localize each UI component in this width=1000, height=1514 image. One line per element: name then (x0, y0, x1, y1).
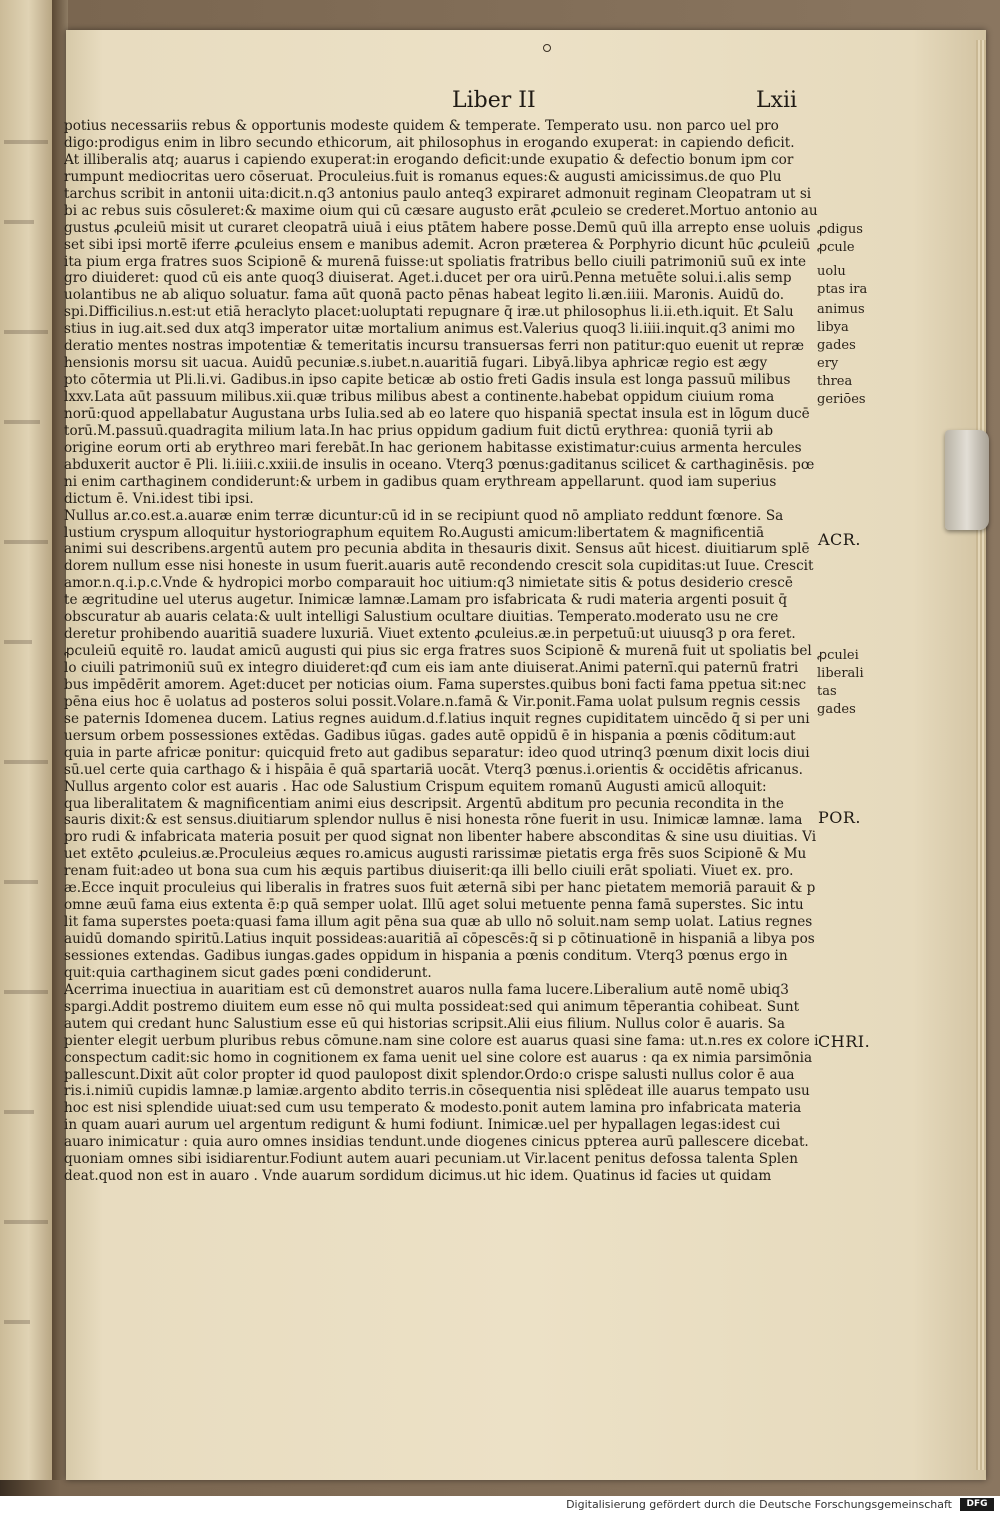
text-line: pro rudi & infabricata materia posuit per quod signat non libenter habere absconditas & sine usu diuitias. Vi (64, 829, 817, 846)
text-line: deratio mentes nostras impotentiæ & temeritatis incursu transuersas ferri non patitur:quo euenit ut repræ (64, 338, 805, 355)
text-line: æ.Ecce inquit proculeius qui liberalis in fratres suos fuit æternā sibi per hanc pietatem memoriā parauit & p (64, 880, 816, 897)
section-mark-chri: CHRI. (818, 1032, 871, 1051)
text-line: qua liberalitatem & magnificentiam animi eius descripsit. Argentū abditum pro pecunia recondita in the (64, 795, 784, 812)
text-line: bus impēdērit amorem. Aget:ducet per noticias oium. Fama superstes.quibus boni facti fama ppetua sit:nec (64, 676, 807, 693)
text-line: gustus ꝓculeiū misit ut curaret cleopatrā uiuā i eius ptātem habere posse.Demū quū illa arrepto ense uoluis (64, 219, 811, 236)
text-line: torū.M.passuū.quadragita milium lata.In hac prius oppidum gadium fuit dictū erythrea: quoniā tyrii ab (64, 422, 774, 439)
margin-note: gades (817, 338, 856, 353)
text-line: te ægritudine uel uterus augetur. Inimicæ lamnæ.Lamam pro isfabricata & rudi materia argenti posuit q̄ (64, 592, 788, 609)
text-line: hensionis morsu sit uacua. Auidū pecuniæ.s.iubet.n.auaritiā fugari. Libyā.libya aphricæ regio est ægy (64, 355, 768, 372)
text-line: sū.uel certe quia carthago & i hispāia ē quā spartariā uocāt. Vterq3 pœnus.i.orientis & occidētis africanus. (64, 761, 803, 778)
text-line: renam fuit:adeo ut bona sua cum his æquis partibus diuiserit:qa illi bello ciuili erāt spoliati. Viuet ex. pro. (64, 863, 794, 880)
text-line: deretur prohibendo auaritiā suadere luxuriā. Viuet extento ꝓculeius.æ.in perpetuū:ut uiuusq3 p ora feret. (64, 626, 796, 643)
margin-note: threa (817, 374, 853, 389)
margin-note: ery (817, 356, 839, 371)
margin-note: liberali (817, 666, 864, 681)
text-line: conspectum cadit:sic homo in cognitionem ex fama uenit uel sine colore est auarus : qa ex nimia parsimōnia (64, 1049, 813, 1066)
text-line: se paternis Idomenea ducem. Latius regnes auidum.d.f.latius inquit regnes cupiditatem uincēdo q̄ si per uni (64, 710, 810, 727)
text-line: Nullus argento color est auaris . Hac ode Salustium Crispum equitem romanū Augusti amicū alloquit: (64, 778, 767, 795)
text-line: stius in iug.ait.sed dux atq3 imperator uitæ mortalium animus est.Valerius quoq3 li.iiii.inquit.q3 animi mo (64, 321, 796, 338)
text-line: ni enim carthaginem condiderunt:& urbem in gadibus quam erythream appellarunt. quod iam superius (64, 473, 777, 490)
text-line: omne æuū fama eius extenta ē:p quā semper uolat. Illū aget solui metuente penna famā superstes. Sic intu (64, 897, 804, 914)
text-line: obscuratur ab auaris celata:& uult intelligi Salustium ocultare diuitias. Temperato.moderato usu ne cre (64, 609, 779, 626)
text-line: in quam auari aurum uel argentum redigunt & humi fodiunt. Inimicæ.uel per hypallagen legas:idest cui (64, 1117, 781, 1134)
text-line: bi ac rebus suis cōsuleret:& maxime oium qui cū cæsare augusto erāt ꝓculeio se crederet.Mortuo antonio au (64, 202, 818, 219)
text-line: digo:prodigus enim in libro secundo ethicorum, ait philosophus in erogando exuperat: in capiendo deficit. (64, 134, 795, 151)
text-line: abduxerit auctor ē Pli. li.iiii.c.xxiii.de insulis in oceano. Vterq3 pœnus:gaditanus scilicet & carthaginēsis. pœ (64, 456, 815, 473)
section-mark-por: POR. (818, 808, 862, 827)
text-line: hoc est nisi splendide uiuat:sed cum usu temperato & modesto.ponit autem lamina pro infabricata materia (64, 1100, 802, 1117)
text-line: quit:quia carthaginem sicut gades pœni condiderunt. (64, 964, 432, 981)
margin-note: uolu (817, 264, 846, 279)
commentary-text (64, 118, 818, 1185)
margin-note: gades (817, 702, 856, 717)
text-line: origine eorum orti ab erythreo mari ferebāt.In hac gerionem habitasse existimatur:cuius armenta hercules (64, 439, 802, 456)
previous-page-edge (0, 0, 52, 1480)
text-line: sauris dixit:& est sensus.diuitiarum splendor nullus ē nisi honesta rōne fuerit in usu. Inimicæ lamnæ. lama (64, 812, 803, 829)
margin-note: libya (817, 320, 849, 335)
text-line: pto cōtermia ut Pli.li.vi. Gadibus.in ipso capite beticæ ab ostio freti Gadis insula est longa passuū milibus (64, 372, 791, 389)
margin-note: ꝓdigus (817, 222, 863, 237)
text-line: dorem nullum esse nisi honeste in usum fuerit.auaris autē recondendo crescit sola cupiditas:ut Iuue. Crescit (64, 558, 814, 575)
text-line: set sibi ipsi mortē iferre ꝓculeius ensem e manibus ademit. Acron præterea & Porphyrio dicunt hūc ꝓculeiū (64, 236, 811, 253)
text-line: Nullus ar.co.est.a.auaræ enim terræ dicuntur:cū id in se recipiunt quod nō ampliato reddunt fœnore. Sa (64, 507, 784, 524)
text-line: quia in parte africæ ponitur: quicquid freto aut gadibus separatur: ideo quod utrinq3 pœnum dixit locis diui (64, 744, 810, 761)
page-clip (945, 430, 989, 530)
margin-note: ꝓculei (817, 648, 859, 663)
text-line: sessiones extendas. Gadibus iungas.gades oppidum in hispania a pœnis conditum. Vterq3 pœnus ergo in (64, 947, 788, 964)
dfg-logo: DFG (960, 1498, 994, 1511)
text-line: At illiberalis atq; auarus i capiendo exuperat:in erogando deficit:unde exupatio & defectio bonum ipm cor (64, 151, 794, 168)
text-line: gro diuideret: quod cū eis ante quoq3 diuiserat. Aget.i.ducet per ora uirū.Penna metuēte solui.i.alis semp (64, 270, 792, 287)
page-fore-edge (976, 40, 986, 1470)
text-line: animi sui describens.argentū autem pro pecunia abdita in thesauris dixit. Sensus aūt hicest. diuitiarum splē (64, 541, 810, 558)
text-line: spargi.Addit postremo diuitem eum esse nō qui multa possideat:sed qui animum tēperantia cohibeat. Sunt (64, 998, 800, 1015)
text-line: norū:quod appellabatur Augustana urbs Iulia.sed ab eo latere quo hispaniā spectat insula est in lōgum ducē (64, 405, 810, 422)
text-line: uet extēto ꝓculeius.æ.Proculeius æques ro.amicus augusti rarissimæ pietatis erga frēs suos Scipionē & Mu (64, 846, 807, 863)
text-line: pēna eius hoc ē uolatus ad posteros solui possit.Volare.n.famā & Vir.ponit.Fama uolat pulsum regnis cessis (64, 693, 801, 710)
text-line: dictum ē. Vni.idest tibi ipsi. (64, 490, 254, 507)
page-dot-mark (543, 44, 551, 52)
text-line: pienter elegit uerbum pluribus rebus cōmune.nam sine colore est auarus quasi sine fama: ut.n.res ex colore i (64, 1032, 818, 1049)
margin-note: ptas ira (817, 282, 868, 297)
text-line: lit fama superstes poeta:quasi fama illum agit pēna sua quæ ab ullo nō soluit.nam semp uolat. Latius regnes (64, 914, 813, 931)
text-line: pallescunt.Dixit aūt color propter id quod paulopost dixit splendor.Ordo:o crispe salusti nullus color ē aua (64, 1066, 795, 1083)
folio-number: Lxii (756, 88, 798, 113)
margin-note: geriōes (817, 392, 866, 407)
running-title: Liber II (452, 88, 536, 113)
text-line: uersum orbem possessiones extēdas. Gadibus iūgas. gades autē oppidū ē in hispania a pœnis cōditum:aut (64, 727, 796, 744)
text-line: deat.quod non est in auaro . Vnde auarum sordidum dicimus.ut hic idem. Quatinus id facies ut quidam (64, 1168, 772, 1185)
text-line: autem qui credant hunc Salustium esse eū qui historias scripsit.Alii eius filium. Nullus color ē auaris. Sa (64, 1015, 785, 1032)
text-line: lxxv.Lata aūt passuum milibus.xii.quæ tribus milibus abest a continente.habebat oppidum ciuium roma (64, 389, 775, 405)
text-line: tarchus scribit in antonii uita:dicit.n.q3 antonius paulo anteq3 expiraret admonuit reginam Cleopatram ut si (64, 185, 812, 202)
text-line: amor.n.q.i.p.c.Vnde & hydropici morbo comparauit hoc uitium:q3 nimietate sitis & potus desiderio crescē (64, 575, 793, 592)
margin-note: ꝓcule (817, 240, 855, 255)
margin-note: tas (817, 684, 837, 699)
text-line: quoniam omnes sibi isidiarentur.Fodiunt autem auari pecuniam.ut Vir.lacent penitus defossa talenta Splen (64, 1151, 798, 1168)
text-line: uolantibus ne ab aliquo soluatur. fama aūt quonā pacto pēnas habeat legito li.æn.iiii. Maronis. Auidū do. (64, 287, 785, 304)
running-header (0, 88, 1000, 116)
text-line: lustium cryspum alloquitur hystoriographum equitem Ro.Augusti amicum:libertatem & magnificentiā (64, 524, 765, 541)
text-line: auidū domando spiritū.Latius inquit possideas:auaritiā aī cōpescēs:q̄ si p cōtinuationē in hispaniā a libya pos (64, 931, 815, 947)
text-line: spi.Difficilius.n.est:ut etiā heraclyto placet:uoluptati repugnare q̄ iræ.ut philosophus li.ii.eth.iquit. Et Salu (64, 304, 794, 321)
text-line: ris.i.nimiū cupidis lamnæ.p lamiæ.argento abdito terris.in cōsequentia nisi splēdeat ille auarus tempato usu (64, 1083, 810, 1100)
footer-credit: Digitalisierung gefördert durch die Deutsche Forschungsgemeinschaft (566, 1498, 952, 1511)
text-line: potius necessariis rebus & opportunis modeste quidem & temperate. Temperato usu. non parco uel pro (64, 118, 779, 134)
margin-note: animus (817, 302, 865, 317)
text-line: Acerrima inuectiua in auaritiam est cū demonstret auaros nulla fama lucere.Liberalium autē nomē ubiq3 (64, 981, 789, 998)
text-line: auaro inimicatur : quia auro omnes insidias tendunt.unde diogenes cinicus ppterea aurū pallescere dicebat. (64, 1134, 809, 1151)
text-line: lo ciuili patrimoniū suū ex integro diuideret:qđ cum eis iam ante diuiserat.Animi paternī.qui paternū fratri (64, 660, 799, 676)
text-line: rumpunt mediocritas uero cōseruat. Proculeius.fuit is romanus eques:& augusti amicissimus.de quo Plu (64, 168, 782, 185)
section-mark-acr: ACR. (818, 530, 861, 549)
text-line: ita pium erga fratres suos Scipionē & murenā fuisse:ut spoliatis fratribus bello ciuili patrimoniū suū ex inte (64, 253, 807, 270)
text-line: ꝓculeiū equitē ro. laudat amicū augusti qui pius sic erga fratres suos Scipionē & murenā fuit ut spoliatis bel (64, 643, 812, 660)
